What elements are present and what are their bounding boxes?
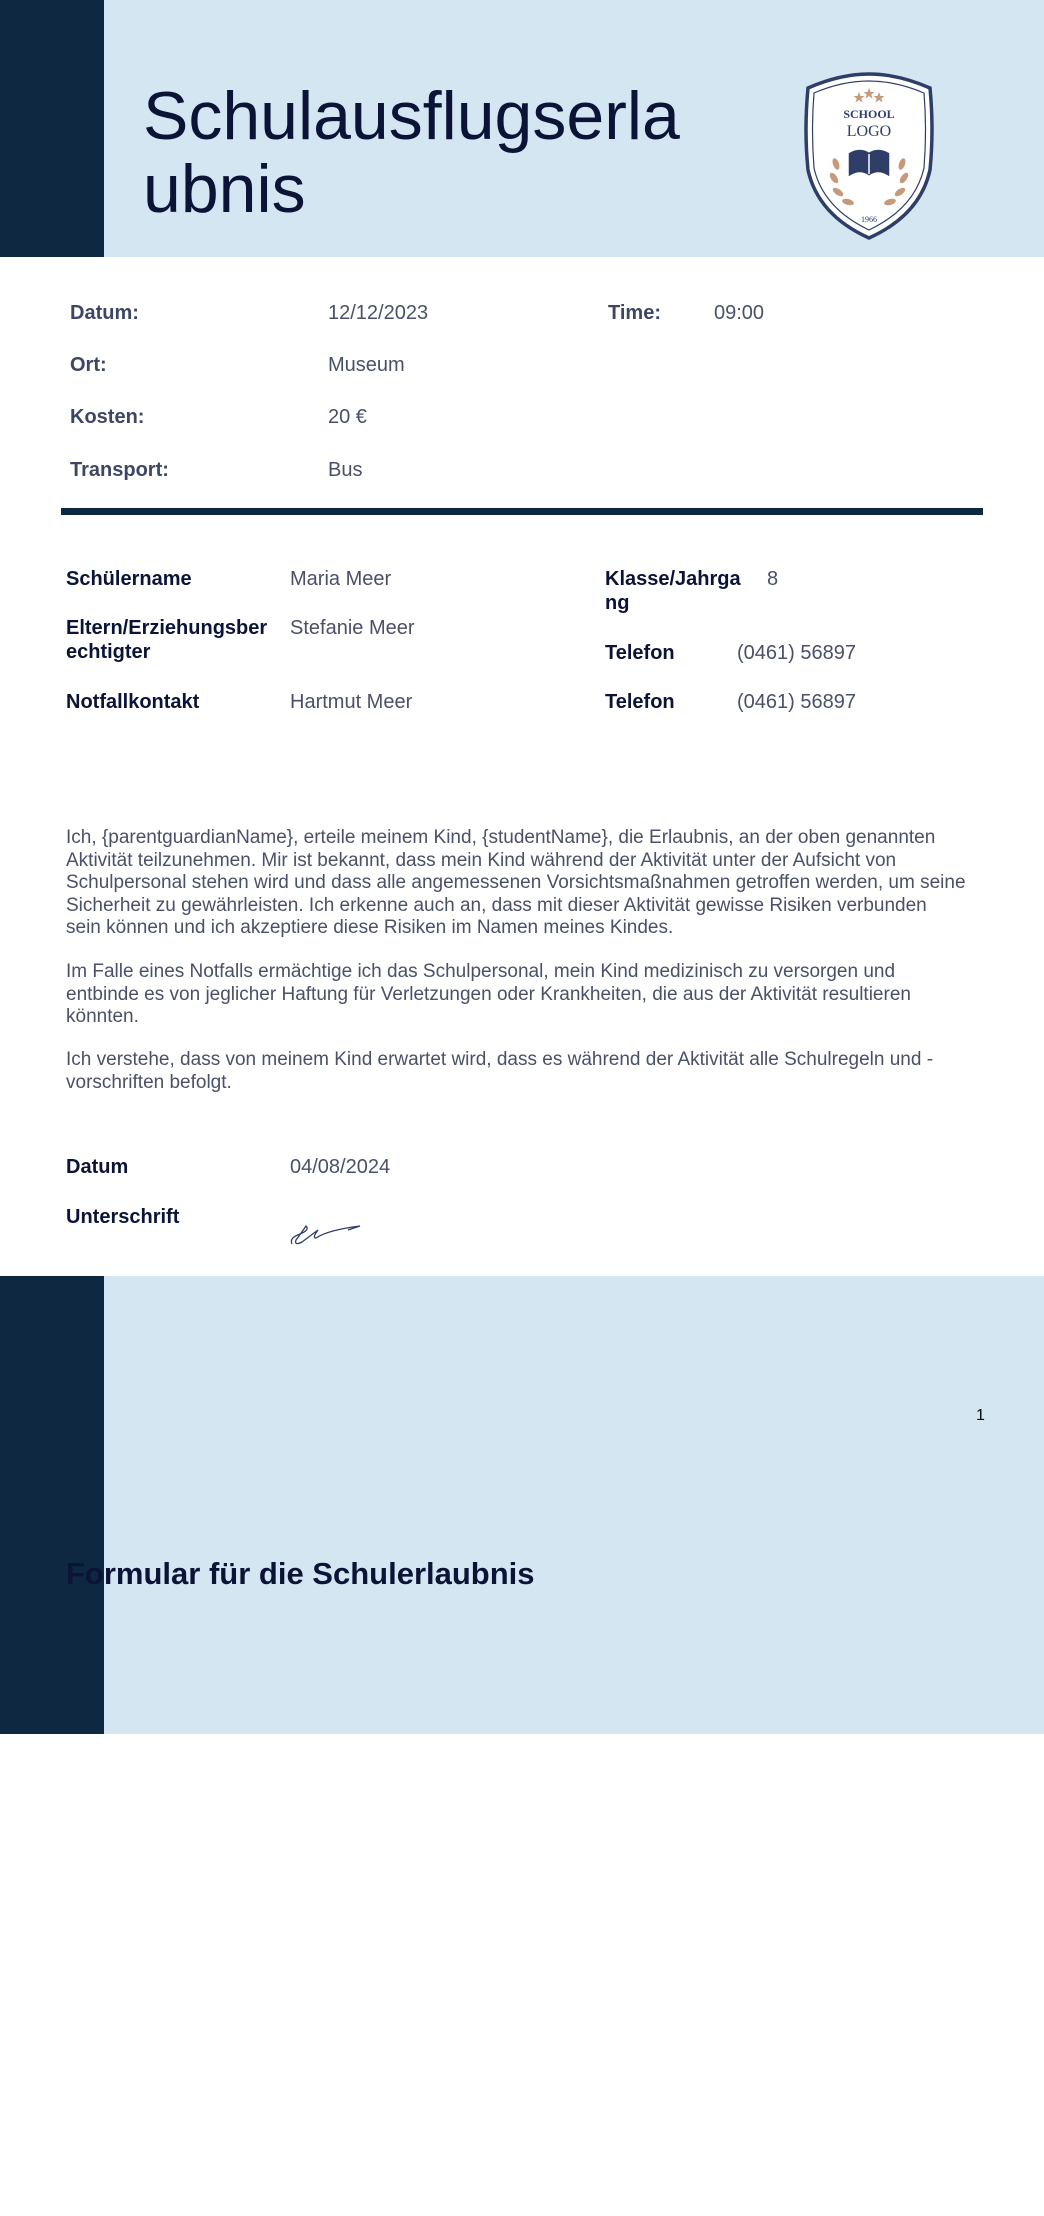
footer-title: Formular für die Schulerlaubnis: [66, 1556, 535, 1591]
student-name-value: Maria Meer: [290, 568, 392, 590]
time-label: Time:: [608, 302, 661, 324]
school-logo: [800, 70, 938, 242]
book-icon: [850, 151, 888, 174]
signature-label: Unterschrift: [66, 1206, 180, 1228]
logo-line1: SCHOOL: [843, 107, 895, 121]
student-name-label: Schülername: [66, 568, 192, 590]
emergency-phone-value: (0461) 56897: [737, 691, 856, 713]
cost-label: Kosten:: [70, 406, 145, 428]
page-number: 1: [976, 1407, 985, 1424]
place-value: Museum: [328, 354, 405, 376]
parent-phone-value: (0461) 56897: [737, 642, 856, 664]
logo-line2: LOGO: [846, 123, 892, 140]
logo-year: 1966: [861, 215, 877, 224]
transport-label: Transport:: [70, 459, 169, 481]
parent-value: Stefanie Meer: [290, 617, 415, 639]
section-divider: [61, 508, 983, 515]
date-value: 12/12/2023: [328, 302, 429, 324]
cost-value: 20 €: [328, 406, 367, 428]
consent-paragraph-2: Im Falle eines Notfalls ermächtige ich das Schulpersonal, mein Kind medizinisch zu versorgen und entbinde es von jeglicher Haftung für Verletzungen oder Krankheiten, die aus der Aktivität resultieren könnten.: [66, 961, 911, 1027]
emergency-phone-label: Telefon: [605, 691, 675, 713]
footer-banner: [0, 1276, 1044, 1734]
consent-paragraph-1: Ich, {parentguardianName}, erteile meinem Kind, {studentName}, die Erlaubnis, an der oben genannten Aktivität teilzunehmen. Mir ist bekannt, dass mein Kind während der Aktivität unter der Aufsicht von Schulpersonal stehen wird und dass alle angemessenen Vorsichtsmaßnahmen getroffen werden, um seine Sicherheit zu gewährleisten. Ich erkenne auch an, dass mit dieser Aktivität gewisse Risiken verbunden sein können und ich akzeptiere diese Risiken im Namen meines Kindes.: [66, 827, 966, 938]
time-value: 09:00: [714, 302, 765, 324]
emergency-value: Hartmut Meer: [290, 691, 413, 713]
class-value: 8: [767, 568, 779, 590]
parent-phone-label: Telefon: [605, 642, 675, 664]
footer-side-bar: [0, 1276, 104, 1734]
parent-label: Eltern/Erziehungsber echtigter: [66, 617, 268, 663]
header-side-bar: [0, 0, 104, 257]
page-title: Schulausflugserla ubnis: [143, 78, 680, 227]
place-label: Ort:: [70, 354, 107, 376]
signature-date-label: Datum: [66, 1156, 129, 1178]
consent-paragraph-3: Ich verstehe, dass von meinem Kind erwartet wird, dass es während der Aktivität alle Schulregeln und -vorschriften befolgt.: [66, 1049, 934, 1093]
emergency-label: Notfallkontakt: [66, 691, 200, 713]
class-label: Klasse/Jahrga ng: [605, 568, 741, 614]
transport-value: Bus: [328, 459, 363, 481]
signature-mark: [288, 1218, 362, 1248]
date-label: Datum:: [70, 302, 139, 324]
signature-date-value: 04/08/2024: [290, 1156, 391, 1178]
